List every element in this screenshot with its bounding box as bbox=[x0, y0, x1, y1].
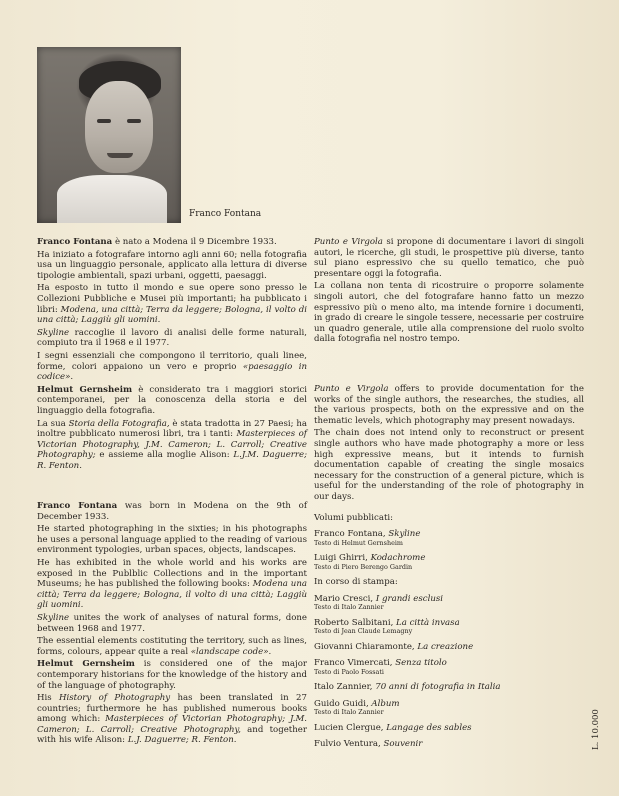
italic-run: «paesaggio in codice». bbox=[37, 361, 307, 383]
volume-item bbox=[314, 723, 584, 733]
volume-note: Testo di Piero Berengo Gardin bbox=[314, 562, 413, 571]
volume-item bbox=[314, 553, 584, 571]
text-run: è stata tradotta in 27 Paesi; ha inoltre pubblicato numerosi libri, tra i tanti: bbox=[37, 418, 308, 440]
series-description-italian bbox=[314, 237, 584, 347]
text-run: raccoglie il lavoro di analisi delle forme naturali, compiuto tra il 1968 e il 1977. bbox=[37, 327, 307, 349]
paragraph bbox=[314, 281, 584, 345]
paragraph bbox=[37, 636, 307, 657]
text-run: The essential elements costituting the territory, such as lines, forms, colours, appear quite a real bbox=[37, 636, 307, 657]
volume-title: La creazione bbox=[417, 641, 474, 652]
volume-author: Guido Guidi, bbox=[314, 698, 372, 709]
paragraph bbox=[37, 659, 307, 691]
volume-author: Giovanni Chiaramonte, bbox=[314, 641, 418, 652]
paragraph bbox=[37, 558, 307, 611]
italian-biography bbox=[37, 237, 307, 473]
text-run: was born in Modena on the 9th of December 1933. bbox=[37, 501, 308, 522]
volume-title: La città invasa bbox=[396, 617, 460, 628]
text-run: si propone di documentare i lavori di singoli autori, le ricerche, gli studi, le prospettive più diverse, tanto sul piano espressivo che su quello tematico, che può presentare oggi la fotografia. bbox=[314, 237, 584, 279]
volume-author: Lucien Clergue, bbox=[314, 722, 387, 733]
bold-lead: Helmut Gernsheim bbox=[37, 384, 133, 395]
volume-title: Langage des sables bbox=[386, 722, 472, 733]
text-run: La collana non tenta di ricostruire o proporre solamente singoli autori, che del fotografare hanno fatto un mezzo espressivo più o meno alto, ma intende fornire i documenti, in grado di creare le singole tessere, necessarie per costruire un quadro generale, utile alla comprensione del ruolo svolto dalla fotografia nel nostro tempo. bbox=[314, 281, 584, 345]
paragraph bbox=[37, 419, 307, 472]
volume-author: Franco Fontana, bbox=[314, 529, 389, 540]
bold-lead: Franco Fontana bbox=[37, 501, 118, 511]
volume-title: Kodachrome bbox=[370, 553, 426, 564]
paragraph bbox=[37, 501, 307, 522]
italic-run: Masterpieces of Victorian Photography, J.M. Cameron; L. Carroll; Creative Photography; bbox=[37, 429, 307, 461]
italic-run: Modena una città; Terra da leggere; Bologna, il volto di una città; Laggiù gli uomini. bbox=[37, 579, 307, 611]
volume-author: Fulvio Ventura, bbox=[314, 739, 384, 750]
text-run: I segni essenziali che compongono il territorio, quali linee, forme, colori appaiono un vero e proprio bbox=[37, 350, 307, 372]
published-label: Volumi pubblicati: bbox=[314, 513, 394, 523]
author-portrait-photo bbox=[37, 47, 181, 223]
text-run: unites the work of analyses of natural forms, done between 1968 and 1977. bbox=[37, 612, 307, 634]
text-run: La sua bbox=[37, 418, 69, 429]
text-run: He started photographing in the sixties; in his photographs he uses a personal language applied to the reading of various environment typologies, urban spaces, objects, landscapes. bbox=[37, 524, 307, 556]
volume-item bbox=[314, 642, 584, 652]
paragraph bbox=[314, 237, 584, 279]
italic-run: History of Photography bbox=[59, 693, 171, 704]
in-press-label: In corso di stampa: bbox=[314, 577, 398, 588]
text-run: Ha esposto in tutto il mondo e sue opere sono presso le Collezioni Pubbliche e Musei più importanti; ha pubblicato i libri: bbox=[37, 283, 307, 315]
volume-item bbox=[314, 658, 584, 676]
english-biography bbox=[37, 501, 307, 748]
volume-note: Testo di Italo Zannier bbox=[314, 603, 384, 612]
volumes-list bbox=[314, 513, 584, 749]
paragraph bbox=[37, 237, 307, 248]
volume-title: I grandi esclusi bbox=[375, 593, 444, 604]
series-description-english bbox=[314, 384, 584, 505]
italic-lead: Punto e Virgola bbox=[314, 237, 383, 247]
paragraph bbox=[37, 328, 307, 349]
volume-note: Testo di Italo Zannier bbox=[314, 708, 384, 717]
volume-item bbox=[314, 529, 584, 547]
bold-lead: Franco Fontana bbox=[37, 237, 113, 247]
paragraph bbox=[37, 524, 307, 556]
text-run: has been translated in 27 countries; furthermore he has published numerous books among which: bbox=[37, 693, 307, 725]
volume-item bbox=[314, 618, 584, 636]
text-run: His bbox=[37, 693, 60, 704]
paragraph bbox=[37, 613, 307, 634]
paragraph bbox=[37, 385, 307, 417]
volume-item bbox=[314, 594, 584, 612]
volume-author: Luigi Ghirri, bbox=[314, 553, 371, 564]
volume-title: Souvenir bbox=[383, 739, 423, 750]
volume-item bbox=[314, 739, 584, 749]
volume-author: Franco Vimercati, bbox=[314, 658, 396, 669]
photo-caption: Franco Fontana bbox=[189, 209, 262, 219]
paragraph bbox=[37, 351, 307, 383]
volume-note: Testo di Jean Claude Lemagny bbox=[314, 627, 413, 636]
volume-title: Skyline bbox=[388, 529, 421, 540]
volume-author: Roberto Salbitani, bbox=[314, 617, 397, 628]
volume-author: Mario Cresci, bbox=[314, 593, 376, 604]
italic-run: Storia della Fotografia, bbox=[68, 418, 170, 429]
paragraph bbox=[37, 693, 307, 746]
volume-title: Senza titolo bbox=[395, 658, 447, 669]
paragraph bbox=[37, 250, 307, 282]
volume-note: Testo di Paolo Fossati bbox=[314, 667, 384, 676]
italic-run: Masterpieces of Victorian Photography; J.M. Cameron; L. Carroll; Creative Photography, bbox=[37, 714, 308, 735]
price-label: L. 10.000 bbox=[591, 709, 601, 750]
volume-note: Testo di Helmut Gernsheim bbox=[314, 538, 403, 547]
text-run: Ha iniziato a fotografare intorno agli anni 60; nella fotografia usa un linguaggio personale, applicato alla lettura di diverse tipologie ambientali, spazi urbani, oggetti, paesaggi. bbox=[37, 249, 307, 281]
italic-run: Modena, una città; Terra da leggere; Bologna, il volto di una città; Laggiù gli uomini. bbox=[37, 304, 307, 326]
text-run: is considered one of the major contemporary historians for the knowledge of the history and of the language of photography. bbox=[37, 659, 308, 691]
text-run: and together with his wife Alison: bbox=[37, 724, 307, 746]
text-run: The chain does not intend only to reconstruct or present single authors who have made photography a more or less high expressive means, but it intends to furnish documentation capable of creating the single mosaics necessary for the construction of a general picture, which is useful for the understanding of the role of photography in our days. bbox=[314, 428, 584, 502]
italic-run: L.J.M. Daguerre; R. Fenton. bbox=[37, 450, 307, 471]
paragraph bbox=[314, 384, 584, 426]
italic-run: L.J. Daguerre; R. Fenton. bbox=[127, 735, 237, 746]
paragraph bbox=[314, 428, 584, 502]
volume-title: Album bbox=[371, 698, 400, 709]
text-run: e assieme alla moglie Alison: bbox=[95, 450, 234, 461]
volume-item bbox=[314, 682, 584, 692]
text-run: è considerato tra i maggiori storici contemporanei, per la conoscenza della storia e del linguaggio della fotografia. bbox=[37, 384, 308, 416]
text-run: offers to provide documentation for the works of the single authors, the researches, the studies, all the various prospects, both on the expressive and on the thematic levels, which photography may present nowadays. bbox=[314, 384, 584, 426]
italic-lead: Skyline bbox=[37, 612, 70, 623]
text-run: è nato a Modena il 9 Dicembre 1933. bbox=[112, 237, 277, 247]
italic-lead: Punto e Virgola bbox=[314, 384, 389, 394]
volume-author: Italo Zannier, bbox=[314, 682, 376, 693]
volume-item bbox=[314, 699, 584, 717]
bold-lead: Helmut Gernsheim bbox=[37, 659, 135, 670]
italic-run: «landscape code». bbox=[190, 646, 272, 657]
text-run: He has exhibited in the whole world and his works are exposed in the Publblic Collections and in the important Museums; he has published the following books: bbox=[37, 557, 307, 590]
volume-title: 70 anni di fotografia in Italia bbox=[375, 682, 501, 693]
paragraph bbox=[37, 283, 307, 325]
italic-lead: Skyline bbox=[37, 327, 70, 338]
